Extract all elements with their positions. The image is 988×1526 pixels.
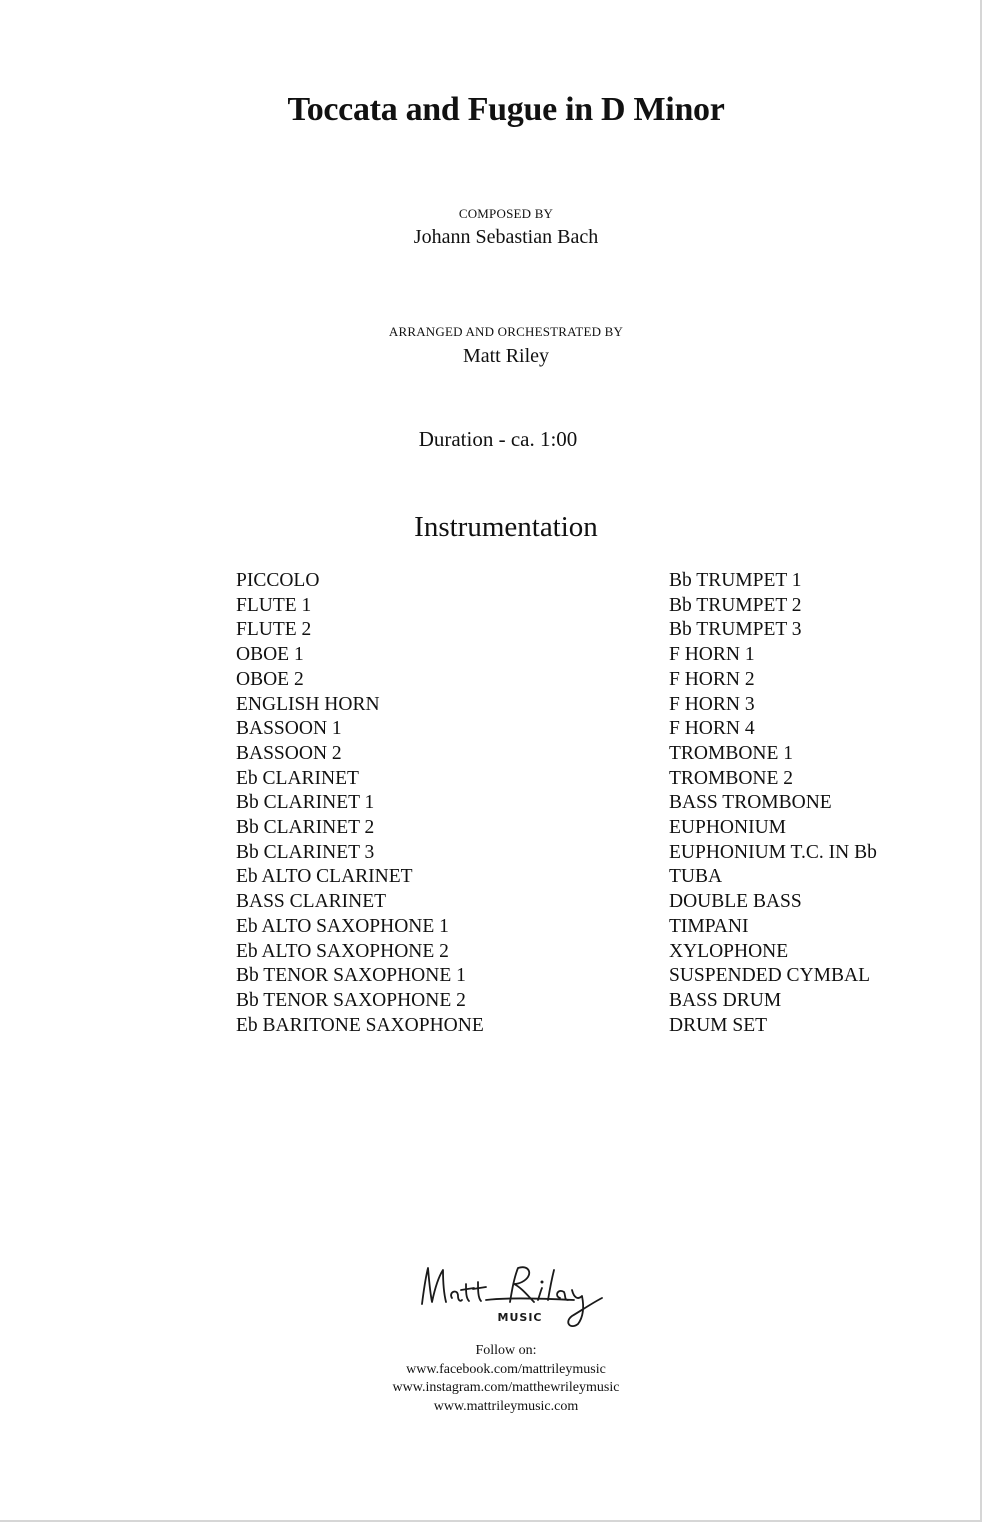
instrument-item: Bb TENOR SAXOPHONE 1 (236, 965, 466, 987)
composer-name: Johann Sebastian Bach (413, 226, 599, 248)
website-link[interactable]: www.mattrileymusic.com (433, 1398, 579, 1414)
instrument-item: Bb CLARINET 1 (236, 792, 375, 814)
instrument-item: Bb TRUMPET 3 (669, 619, 802, 641)
instrument-item: BASSOON 2 (236, 742, 342, 764)
instrument-item: TUBA (669, 866, 723, 888)
instrumentation-heading: Instrumentation (414, 511, 598, 543)
instrument-item: BASS TROMBONE (669, 792, 832, 814)
instrument-item: OBOE 2 (236, 668, 304, 690)
composed-by-label: COMPOSED BY (458, 206, 554, 221)
instrument-item: XYLOPHONE (669, 940, 789, 962)
instrument-item: F HORN 2 (669, 668, 755, 690)
logo-subtitle: MUSIC (497, 1311, 543, 1324)
instrument-item: Eb ALTO SAXOPHONE 1 (236, 915, 449, 937)
instrument-item: BASS CLARINET (236, 891, 387, 913)
instrument-item: FLUTE 2 (236, 619, 312, 641)
instrument-item: Eb ALTO CLARINET (236, 866, 413, 888)
footer-links (0, 1342, 988, 1416)
instrument-item: SUSPENDED CYMBAL (669, 965, 870, 987)
arranged-by-label: ARRANGED AND ORCHESTRATED BY (388, 324, 624, 339)
i-dot (541, 1281, 544, 1284)
instrument-item: PICCOLO (236, 570, 320, 591)
instrument-item: ENGLISH HORN (236, 693, 380, 715)
instrument-item: Bb TRUMPET 1 (669, 570, 802, 591)
instrument-item: TROMBONE 1 (669, 742, 794, 764)
instagram-link[interactable]: www.instagram.com/matthewrileymusic (392, 1380, 620, 1395)
signature-logo-icon (414, 1258, 606, 1338)
instrument-item: Bb TENOR SAXOPHONE 2 (236, 989, 466, 1011)
instrument-item: FLUTE 1 (236, 594, 312, 616)
instrument-item: BASSOON 1 (236, 718, 342, 740)
instrument-item: Eb CLARINET (236, 767, 359, 789)
instrument-item: Eb BARITONE SAXOPHONE (236, 1014, 484, 1036)
instrument-item: Eb ALTO SAXOPHONE 2 (236, 940, 449, 962)
matt-riley-music-logo (414, 1258, 606, 1338)
instrument-item: F HORN 3 (669, 693, 755, 715)
instrument-item: DOUBLE BASS (669, 891, 802, 913)
page-title: Toccata and Fugue in D Minor (287, 91, 725, 128)
instrument-item: Bb CLARINET 3 (236, 841, 375, 863)
instrument-list-left (236, 569, 484, 1038)
facebook-link[interactable]: www.facebook.com/mattrileymusic (406, 1361, 606, 1377)
instrument-item: Bb CLARINET 2 (236, 817, 375, 839)
instrument-item: BASS DRUM (669, 989, 782, 1011)
instrument-list-right (669, 569, 877, 1038)
instrument-item: Bb TRUMPET 2 (669, 594, 802, 616)
duration: Duration - ca. 1:00 (418, 427, 578, 451)
instrument-item: DRUM SET (669, 1014, 768, 1036)
instrument-item: EUPHONIUM T.C. IN Bb (669, 841, 877, 863)
instrument-item: TIMPANI (669, 915, 749, 937)
follow-label: Follow on: (475, 1343, 537, 1358)
instrument-item: EUPHONIUM (669, 817, 786, 839)
instrument-item: F HORN 4 (669, 718, 755, 740)
instrument-item: OBOE 1 (236, 644, 304, 666)
instrument-item: TROMBONE 2 (669, 767, 794, 789)
instrument-item: F HORN 1 (669, 644, 755, 666)
arranger-name: Matt Riley (462, 345, 550, 367)
